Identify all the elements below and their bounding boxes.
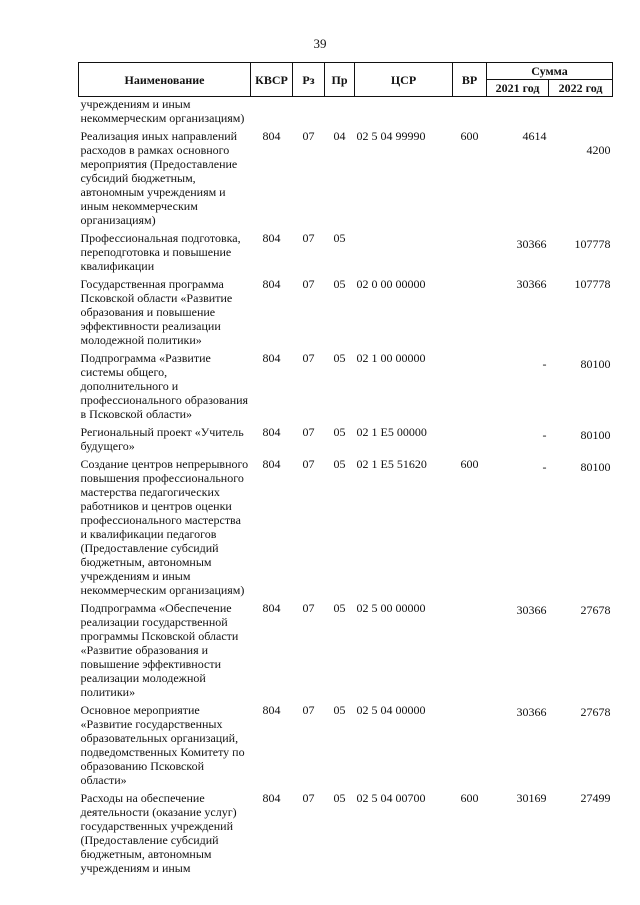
cell-rz: 07 [302,231,315,245]
cell-vr [453,425,487,457]
cell-pr: 05 [333,277,346,291]
cell-pr: 05 [333,231,346,245]
cell-rz: 07 [302,601,315,615]
cell-2021: - [542,428,547,442]
cell-2022: 27678 [580,603,611,617]
cell-vr: 600 [460,791,479,805]
cell-name: Создание центров непрерывного повышения профессионального мастерства педагогических работников и центров оценки профессионального мастерства и квалификации педагогов (Предоставление субсидий бюджетным, автономным учреждениям и иным некоммерческим организациям) [80,457,249,597]
cell-2022: 80100 [580,428,611,442]
cell-2021: 30366 [516,705,547,719]
cell-csr: 02 0 00 00000 [356,277,426,291]
cell-pr: 05 [333,791,346,805]
cell-2022: 27499 [580,791,611,805]
cell-kvsr: 804 [262,425,281,439]
table-row [79,425,613,457]
page-number: 39 [313,36,327,51]
cell-name: учреждениям и иным некоммерческим организациям) [80,97,245,125]
header-kvsr: КВСР [251,63,293,97]
cell-2022: 80100 [580,357,611,371]
cell-name: Государственная программа Псковской области «Развитие образования и повышение эффективности реализации молодежной политики» [80,277,233,347]
budget-table [78,62,613,879]
header-pr: Пр [325,63,355,97]
cell-vr: 600 [460,129,479,143]
cell-pr: 05 [333,703,346,717]
cell-pr [325,97,355,130]
cell-name: Расходы на обеспечение деятельности (оказание услуг) государственных учреждений (Предоставление субсидий бюджетным, автономным учреждениям и иным [80,791,237,875]
table-row [79,277,613,351]
cell-name: Региональный проект «Учитель будущего» [80,425,244,453]
header-sum: Сумма [487,63,613,80]
cell-vr: 600 [460,457,479,471]
cell-vr [453,601,487,703]
cell-kvsr: 804 [262,277,281,291]
cell-2021: - [542,460,547,474]
table-row [79,231,613,277]
cell-vr [453,97,487,130]
table-row [79,129,613,231]
cell-rz: 07 [302,129,315,143]
cell-pr: 05 [333,351,346,365]
cell-2021: 30169 [516,791,547,805]
cell-2022 [549,97,613,130]
cell-kvsr: 804 [262,129,281,143]
cell-2022: 107778 [574,237,611,251]
cell-kvsr [251,97,293,130]
cell-2021: 30366 [516,277,547,291]
cell-name: Профессиональная подготовка, переподготовка и повышение квалификации [80,231,241,273]
cell-kvsr: 804 [262,457,281,471]
table-row [79,457,613,601]
header-vr: ВР [453,63,487,97]
cell-2021: - [542,357,547,371]
cell-rz [293,97,325,130]
cell-csr: 02 5 04 99990 [356,129,426,143]
cell-rz: 07 [302,791,315,805]
cell-2021: 4614 [522,129,547,143]
cell-name: Реализация иных направлений расходов в рамках основного мероприятия (Предоставление субсидий бюджетным, автономным учреждениям и иным некоммерческим организациям) [80,129,238,227]
cell-csr: 02 1 00 00000 [356,351,426,365]
cell-csr: 02 5 00 00000 [356,601,426,615]
cell-2022: 107778 [574,277,611,291]
cell-kvsr: 804 [262,791,281,805]
cell-2022: 4200 [586,143,611,157]
header-name: Наименование [79,63,251,97]
cell-name: Подпрограмма «Обеспечение реализации государственной программы Псковской области «Развитие образования и повышение эффективности реализации молодежной политики» [80,601,239,699]
table-header [79,63,613,97]
table-row [79,601,613,703]
cell-pr: 05 [333,425,346,439]
cell-vr [453,277,487,351]
table-row [79,97,613,130]
cell-2021: 30366 [516,603,547,617]
cell-2022: 80100 [580,460,611,474]
cell-csr: 02 1 E5 51620 [356,457,427,471]
cell-2022: 27678 [580,705,611,719]
cell-csr [355,231,453,277]
table-row [79,791,613,879]
header-rz: Рз [293,63,325,97]
cell-rz: 07 [302,277,315,291]
cell-pr: 05 [333,457,346,471]
cell-pr: 04 [333,129,346,143]
cell-kvsr: 804 [262,601,281,615]
table-row [79,703,613,791]
cell-rz: 07 [302,351,315,365]
cell-kvsr: 804 [262,231,281,245]
header-2022: 2022 год [549,80,613,97]
cell-vr [453,703,487,791]
cell-csr: 02 5 04 00000 [356,703,426,717]
cell-pr: 05 [333,601,346,615]
cell-vr [453,351,487,425]
cell-rz: 07 [302,457,315,471]
cell-csr: 02 5 04 00700 [356,791,426,805]
header-2021: 2021 год [487,80,549,97]
cell-2021 [487,97,549,130]
cell-csr [355,97,453,130]
cell-vr [453,231,487,277]
cell-rz: 07 [302,425,315,439]
table-row [79,351,613,425]
cell-csr: 02 1 E5 00000 [356,425,427,439]
cell-name: Подпрограмма «Развитие системы общего, дополнительного и профессионального образования в Псковской области» [80,351,249,421]
cell-kvsr: 804 [262,703,281,717]
cell-2021: 30366 [516,237,547,251]
cell-name: Основное мероприятие «Развитие государственных образовательных организаций, подведомственных Комитету по образованию Псковской области» [80,703,245,787]
cell-kvsr: 804 [262,351,281,365]
cell-rz: 07 [302,703,315,717]
header-csr: ЦСР [355,63,453,97]
